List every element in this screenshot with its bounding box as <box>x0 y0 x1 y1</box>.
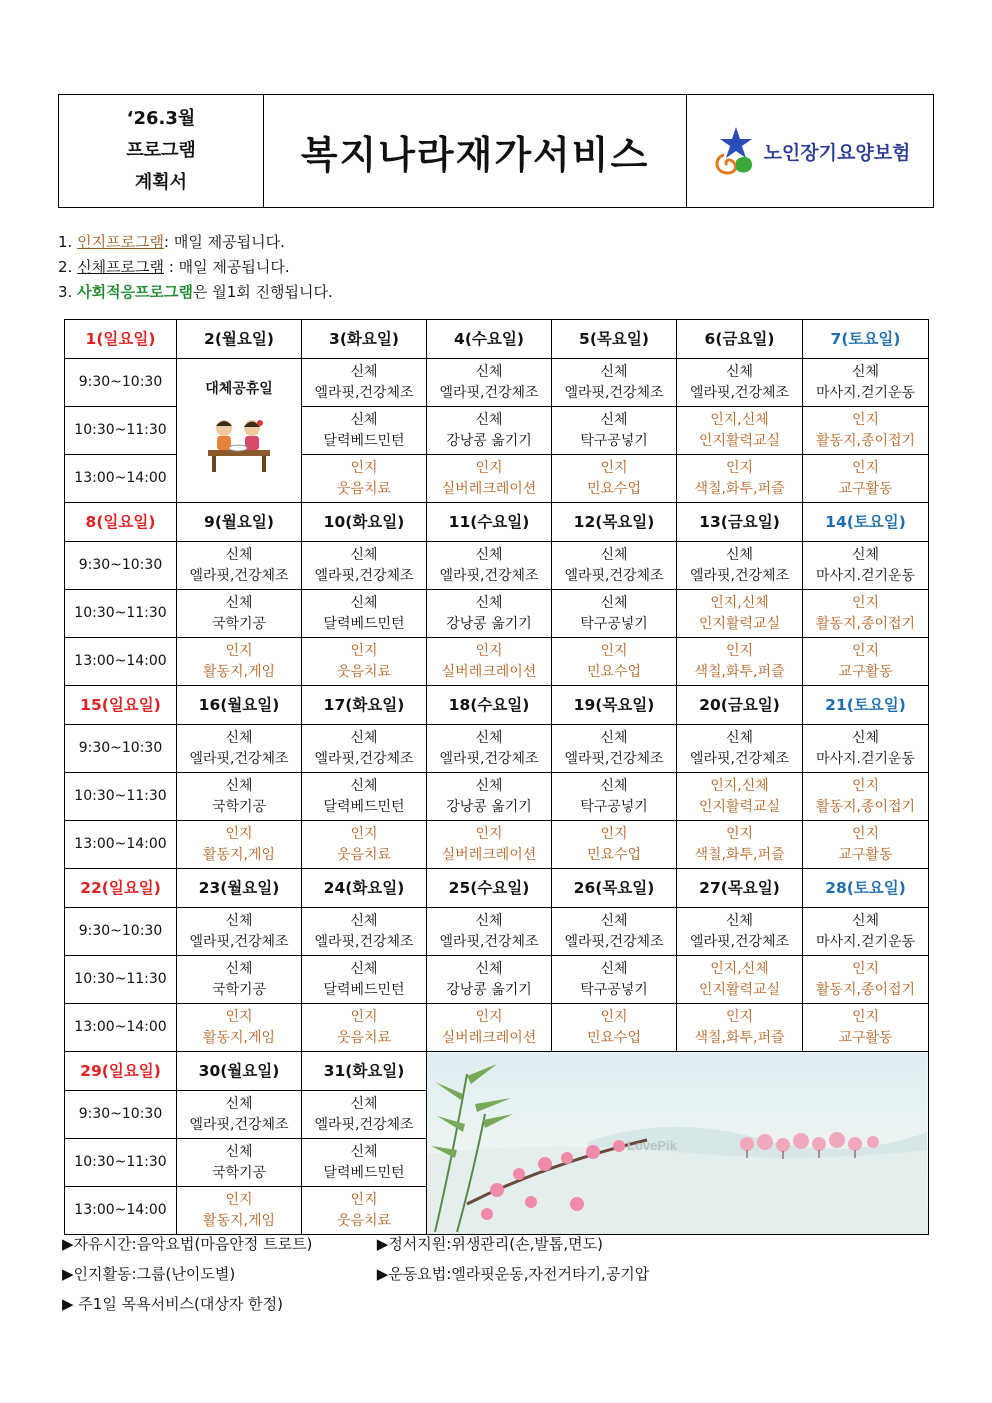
activity-cell: 신체 달력베드민턴 <box>302 773 427 821</box>
activity-cell: 신체 엘라핏,건강체조 <box>677 725 803 773</box>
activity-cell: 인지 실버레크레이션 <box>427 638 552 686</box>
week-day-header <box>65 869 929 908</box>
holiday-cell <box>177 359 302 503</box>
day-header: 3(화요일) <box>302 320 427 359</box>
day-header: 25(수요일) <box>427 869 552 908</box>
note-label: 인지프로그램 <box>77 233 165 251</box>
day-header: 27(목요일) <box>677 869 803 908</box>
activity-cell: 신체 엘라핏,건강체조 <box>427 725 552 773</box>
activity-cell: 인지 활동지,종이접기 <box>803 407 929 455</box>
activity-cell: 인지 민요수업 <box>552 638 677 686</box>
activity-cell: 신체 엘라핏,건강체조 <box>552 725 677 773</box>
time-slot-label: 9:30~10:30 <box>65 542 177 590</box>
note-number: 3. <box>58 283 73 301</box>
plan-label <box>59 95 264 207</box>
blossom-landscape-illustration <box>427 1054 927 1232</box>
activity-cell: 신체 엘라핏,건강체조 <box>302 908 427 956</box>
activity-cell: 인지 웃음치료 <box>302 1187 427 1235</box>
activity-cell: 인지 색칠,화투,퍼즐 <box>677 455 803 503</box>
schedule-calendar <box>64 319 929 1235</box>
note-sep: : <box>164 258 174 276</box>
activity-cell: 신체 달력베드민턴 <box>302 956 427 1004</box>
time-slot-label: 10:30~11:30 <box>65 407 177 455</box>
note-item <box>58 280 333 305</box>
time-slot-label: 13:00~14:00 <box>65 638 177 686</box>
activity-cell: 인지 활동지,게임 <box>177 821 302 869</box>
activity-cell: 신체 엘라핏,건강체조 <box>677 542 803 590</box>
activity-cell: 신체 강낭콩 옮기기 <box>427 773 552 821</box>
week-day-header <box>65 1052 929 1091</box>
time-slot-row <box>65 542 929 590</box>
activity-cell: 인지 웃음치료 <box>302 821 427 869</box>
footer-line <box>62 1263 649 1284</box>
time-slot-row <box>65 773 929 821</box>
day-header: 14(토요일) <box>803 503 929 542</box>
time-slot-label: 9:30~10:30 <box>65 1091 177 1139</box>
footer-item: ▶ 주1일 목욕서비스(대상자 한정) <box>62 1295 283 1313</box>
insurance-logo-icon <box>710 125 758 177</box>
time-slot-label: 13:00~14:00 <box>65 455 177 503</box>
activity-cell: 신체 탁구공넣기 <box>552 773 677 821</box>
plan-label-line: 프로그램 <box>126 140 196 161</box>
activity-cell: 인지 활동지,종이접기 <box>803 956 929 1004</box>
activity-cell: 신체 국학기공 <box>177 1139 302 1187</box>
activity-cell: 신체 마사지.걷기운동 <box>803 542 929 590</box>
activity-cell: 인지 활동지,게임 <box>177 638 302 686</box>
activity-cell: 신체 엘라핏,건강체조 <box>177 908 302 956</box>
activity-cell: 신체 엘라핏,건강체조 <box>177 542 302 590</box>
activity-cell: 신체 엘라핏,건강체조 <box>302 542 427 590</box>
activity-cell: 인지 교구활동 <box>803 455 929 503</box>
time-slot-row <box>65 725 929 773</box>
activity-cell: 인지 웃음치료 <box>302 638 427 686</box>
time-slot-row <box>65 956 929 1004</box>
activity-cell: 신체 탁구공넣기 <box>552 590 677 638</box>
activity-cell: 신체 국학기공 <box>177 956 302 1004</box>
day-header: 15(일요일) <box>65 686 177 725</box>
day-header: 28(토요일) <box>803 869 929 908</box>
activity-cell: 인지 활동지,종이접기 <box>803 773 929 821</box>
activity-cell: 신체 엘라핏,건강체조 <box>552 908 677 956</box>
day-header: 6(금요일) <box>677 320 803 359</box>
activity-cell: 신체 엘라핏,건강체조 <box>302 359 427 407</box>
activity-cell: 인지 웃음치료 <box>302 455 427 503</box>
note-label: 사회적응프로그램 <box>77 283 194 301</box>
activity-cell: 인지 활동지,게임 <box>177 1187 302 1235</box>
activity-cell: 신체 엘라핏,건강체조 <box>302 1091 427 1139</box>
note-item <box>58 230 333 255</box>
activity-cell: 인지 활동지,게임 <box>177 1004 302 1052</box>
activity-cell: 신체 국학기공 <box>177 773 302 821</box>
activity-cell: 신체 엘라핏,건강체조 <box>677 908 803 956</box>
activity-cell: 신체 달력베드민턴 <box>302 1139 427 1187</box>
day-header: 20(금요일) <box>677 686 803 725</box>
insurance-logo <box>687 95 933 207</box>
activity-cell: 인지,신체 인지활력교실 <box>677 590 803 638</box>
activity-cell: 인지 색칠,화투,퍼즐 <box>677 638 803 686</box>
landscape-illustration <box>427 1052 929 1235</box>
footer-item: ▶자유시간:음악요법(마음안정 트로트) <box>62 1235 313 1253</box>
time-slot-row <box>65 638 929 686</box>
time-slot-row <box>65 590 929 638</box>
day-header: 24(화요일) <box>302 869 427 908</box>
activity-cell: 신체 엘라핏,건강체조 <box>427 908 552 956</box>
day-header: 13(금요일) <box>677 503 803 542</box>
time-slot-label: 9:30~10:30 <box>65 725 177 773</box>
note-text: 매일 제공됩니다. <box>173 258 290 276</box>
activity-cell: 신체 마사지.걷기운동 <box>803 359 929 407</box>
note-label: 신체프로그램 <box>77 258 165 276</box>
activity-cell: 인지 활동지,종이접기 <box>803 590 929 638</box>
watermark-text: LovePik <box>627 1138 677 1153</box>
activity-cell: 신체 엘라핏,건강체조 <box>177 1091 302 1139</box>
time-slot-row <box>65 908 929 956</box>
activity-cell: 인지 실버레크레이션 <box>427 455 552 503</box>
day-header: 29(일요일) <box>65 1052 177 1091</box>
note-text: 은 월1회 진행됩니다. <box>193 283 333 301</box>
time-slot-label: 10:30~11:30 <box>65 773 177 821</box>
note-text: 매일 제공됩니다. <box>169 233 285 251</box>
activity-cell: 인지,신체 인지활력교실 <box>677 407 803 455</box>
activity-cell: 인지 교구활동 <box>803 821 929 869</box>
program-notes <box>58 230 333 305</box>
time-slot-label: 10:30~11:30 <box>65 956 177 1004</box>
activity-cell: 인지 민요수업 <box>552 1004 677 1052</box>
activity-cell: 인지 실버레크레이션 <box>427 821 552 869</box>
activity-cell: 신체 엘라핏,건강체조 <box>427 359 552 407</box>
footer-line <box>62 1293 283 1314</box>
plan-label-line: 계획서 <box>134 172 188 193</box>
footer-item: ▶운동요법:엘라핏운동,자전거타기,공기압 <box>376 1265 650 1283</box>
activity-cell: 인지 교구활동 <box>803 1004 929 1052</box>
activity-cell: 신체 엘라핏,건강체조 <box>677 359 803 407</box>
time-slot-label: 13:00~14:00 <box>65 821 177 869</box>
logo-text: 노인장기요양보험 <box>763 141 911 164</box>
children-eating-illustration <box>202 414 276 476</box>
week-day-header <box>65 320 929 359</box>
activity-cell: 신체 국학기공 <box>177 590 302 638</box>
note-number: 1. <box>58 233 73 251</box>
day-header: 11(수요일) <box>427 503 552 542</box>
holiday-label: 대체공휴일 <box>205 380 273 397</box>
day-header: 7(토요일) <box>803 320 929 359</box>
activity-cell: 신체 탁구공넣기 <box>552 956 677 1004</box>
time-slot-label: 13:00~14:00 <box>65 1187 177 1235</box>
day-header: 10(화요일) <box>302 503 427 542</box>
activity-cell: 인지,신체 인지활력교실 <box>677 956 803 1004</box>
note-number: 2. <box>58 258 73 276</box>
time-slot-label: 9:30~10:30 <box>65 359 177 407</box>
week-day-header <box>65 686 929 725</box>
day-header: 23(월요일) <box>177 869 302 908</box>
activity-cell: 인지 민요수업 <box>552 455 677 503</box>
activity-cell: 인지 민요수업 <box>552 821 677 869</box>
time-slot-row <box>65 1004 929 1052</box>
day-header: 9(월요일) <box>177 503 302 542</box>
activity-cell: 신체 탁구공넣기 <box>552 407 677 455</box>
day-header: 16(월요일) <box>177 686 302 725</box>
time-slot-label: 9:30~10:30 <box>65 908 177 956</box>
time-slot-label: 10:30~11:30 <box>65 1139 177 1187</box>
footer-item: ▶정서지원:위생관리(손,발톱,면도) <box>376 1235 603 1253</box>
activity-cell: 신체 엘라핏,건강체조 <box>552 359 677 407</box>
activity-cell: 인지 색칠,화투,퍼즐 <box>677 821 803 869</box>
week-day-header <box>65 503 929 542</box>
activity-cell: 신체 달력베드민턴 <box>302 407 427 455</box>
note-item <box>58 255 333 280</box>
activity-cell: 신체 강낭콩 옮기기 <box>427 407 552 455</box>
activity-cell: 인지 실버레크레이션 <box>427 1004 552 1052</box>
note-sep: : <box>164 233 170 251</box>
activity-cell: 신체 마사지.걷기운동 <box>803 908 929 956</box>
day-header: 2(월요일) <box>177 320 302 359</box>
footer-line <box>62 1233 603 1254</box>
day-header: 31(화요일) <box>302 1052 427 1091</box>
activity-cell: 신체 강낭콩 옮기기 <box>427 956 552 1004</box>
day-header: 18(수요일) <box>427 686 552 725</box>
day-header: 30(월요일) <box>177 1052 302 1091</box>
time-slot-row <box>65 821 929 869</box>
day-header: 26(목요일) <box>552 869 677 908</box>
day-header: 5(목요일) <box>552 320 677 359</box>
document-title: 복지나라재가서비스 <box>264 95 687 207</box>
activity-cell: 인지 웃음치료 <box>302 1004 427 1052</box>
day-header: 21(토요일) <box>803 686 929 725</box>
activity-cell: 신체 마사지.걷기운동 <box>803 725 929 773</box>
day-header: 8(일요일) <box>65 503 177 542</box>
activity-cell: 신체 엘라핏,건강체조 <box>177 725 302 773</box>
time-slot-row <box>65 359 929 407</box>
activity-cell: 인지 교구활동 <box>803 638 929 686</box>
day-header: 4(수요일) <box>427 320 552 359</box>
activity-cell: 신체 엘라핏,건강체조 <box>552 542 677 590</box>
activity-cell: 신체 엘라핏,건강체조 <box>427 542 552 590</box>
day-header: 17(화요일) <box>302 686 427 725</box>
activity-cell: 인지,신체 인지활력교실 <box>677 773 803 821</box>
time-slot-label: 13:00~14:00 <box>65 1004 177 1052</box>
day-header: 22(일요일) <box>65 869 177 908</box>
day-header: 12(목요일) <box>552 503 677 542</box>
activity-cell: 신체 강낭콩 옮기기 <box>427 590 552 638</box>
footer-item: ▶인지활동:그룹(난이도별) <box>62 1265 236 1283</box>
time-slot-label: 10:30~11:30 <box>65 590 177 638</box>
day-header: 1(일요일) <box>65 320 177 359</box>
activity-cell: 신체 엘라핏,건강체조 <box>302 725 427 773</box>
activity-cell: 신체 달력베드민턴 <box>302 590 427 638</box>
activity-cell: 인지 색칠,화투,퍼즐 <box>677 1004 803 1052</box>
day-header: 19(목요일) <box>552 686 677 725</box>
plan-label-line: ‘26.3월 <box>126 108 196 129</box>
header-box <box>58 94 934 208</box>
